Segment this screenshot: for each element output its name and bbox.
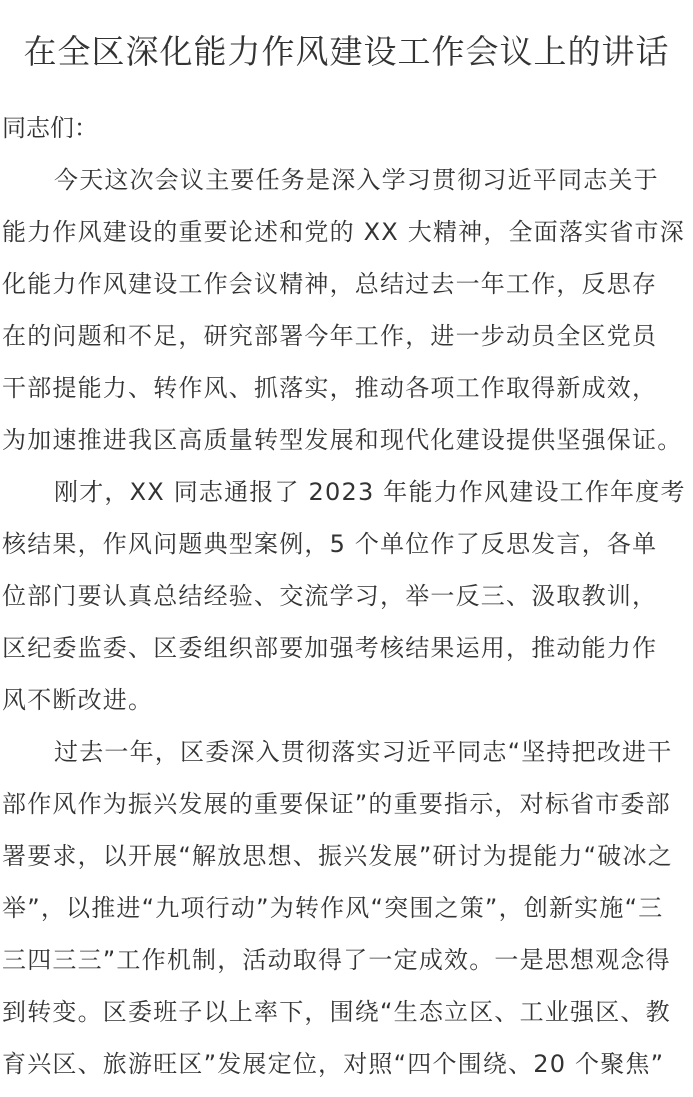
text-line: 育兴区、旅游旺区”发展定位，对照“四个围绕、20 个聚焦” bbox=[2, 1050, 665, 1078]
text-line: 到转变。区委班子以上率下，围绕“生态立区、工业强区、教 bbox=[2, 998, 671, 1026]
text-line: 刚才，XX 同志通报了 2023 年能力作风建设工作年度考 bbox=[54, 478, 686, 506]
paragraph-3 bbox=[0, 726, 693, 1090]
text-line: 在的问题和不足，研究部署今年工作，进一步动员全区党员 bbox=[2, 322, 658, 350]
text-line: 核结果，作风问题典型案例，5 个单位作了反思发言，各单 bbox=[2, 530, 658, 558]
text-line: 过去一年，区委深入贯彻落实习近平同志“坚持把改进干 bbox=[54, 738, 673, 766]
text-line: 为加速推进我区高质量转型发展和现代化建设提供坚强保证。 bbox=[2, 426, 683, 454]
text-line: 今天这次会议主要任务是深入学习贯彻习近平同志关于 bbox=[54, 166, 659, 194]
text-line: 化能力作风建设工作会议精神，总结过去一年工作，反思存 bbox=[2, 270, 658, 298]
paragraph-2 bbox=[0, 466, 693, 726]
document-title: 在全区深化能力作风建设工作会议上的讲话 bbox=[23, 32, 670, 71]
text-line: 部作风作为振兴发展的重要保证”的重要指示，对标省市委部 bbox=[2, 790, 671, 818]
salutation: 同志们： bbox=[2, 114, 98, 142]
text-line: 举”，以推进“九项行动”为转作风“突围之策”，创新实施“三 bbox=[2, 894, 664, 922]
text-line: 区纪委监委、区委组织部要加强考核结果运用，推动能力作 bbox=[2, 634, 658, 662]
text-line: 风不断改进。 bbox=[2, 686, 154, 714]
paragraph-1 bbox=[0, 154, 693, 466]
document-body bbox=[0, 154, 693, 1090]
text-line: 干部提能力、转作风、抓落实，推动各项工作取得新成效， bbox=[2, 374, 658, 402]
text-line: 三四三三”工作机制，活动取得了一定成效。一是思想观念得 bbox=[2, 946, 671, 974]
text-line: 位部门要认真总结经验、交流学习，举一反三、汲取教训， bbox=[2, 582, 658, 610]
text-line: 署要求，以开展“解放思想、振兴发展”研讨为提能力“破冰之 bbox=[2, 842, 673, 870]
text-line: 能力作风建设的重要论述和党的 XX 大精神，全面落实省市深 bbox=[2, 218, 685, 246]
